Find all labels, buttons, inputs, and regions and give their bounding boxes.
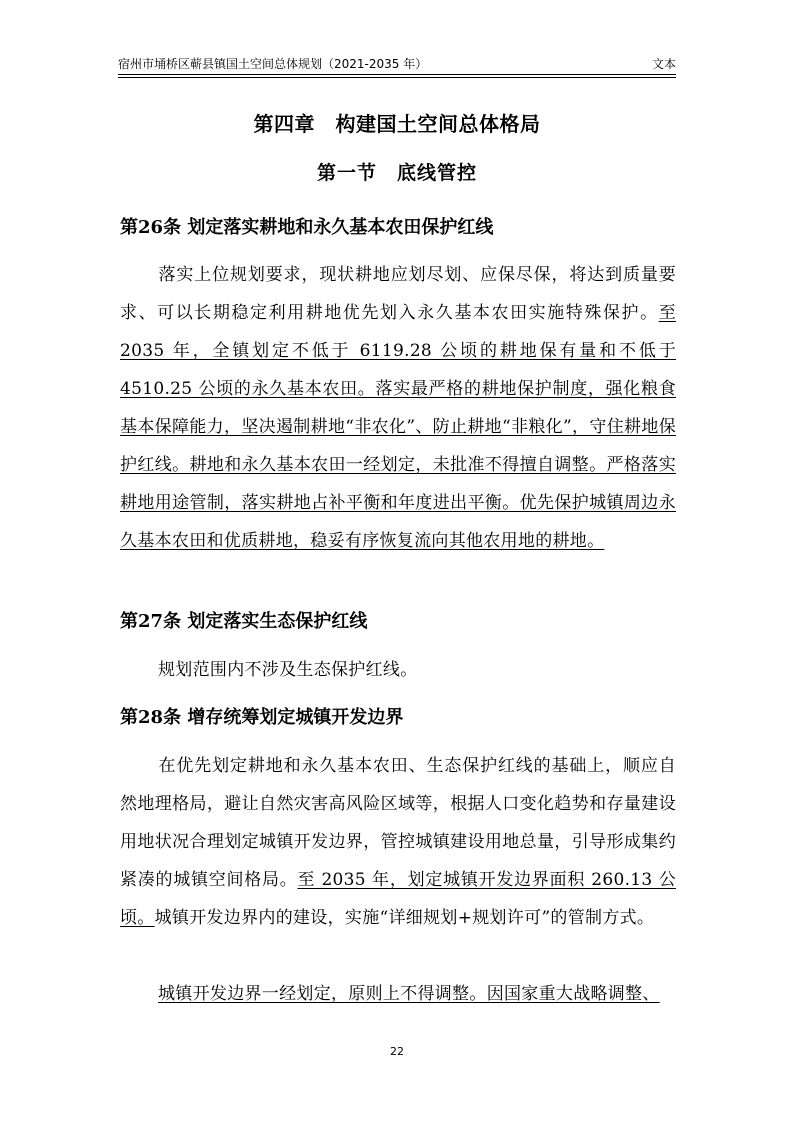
article-28-text: 在优先划定耕地和永久基本农田、生态保护红线的基础上，顺应自然地理格局，避让自然灾害高风险区域等，根据人口变化趋势和存量建设用地状况合理划定城镇开发边界，管控城镇建设用地总量，引导形成集约紧凑的城镇空间格局。 (120, 756, 676, 890)
article-28-paragraph-1 (120, 747, 676, 937)
article-27-text: 规划范围内不涉及生态保护红线。 (158, 660, 418, 680)
article-28-paragraph-2-underlined: 城镇开发边界一经划定，原则上不得调整。因国家重大战略调整、 (158, 984, 660, 1004)
article-26-heading: 第26条 划定落实耕地和永久基本农田保护红线 (120, 217, 494, 238)
article-28-text-tail: 城镇开发边界内的建设，实施“详细规划+规划许可”的管制方式。 (154, 908, 655, 928)
header-label: 文本 (651, 57, 676, 71)
page-number: 22 (390, 1045, 404, 1058)
article-28-heading: 第28条 增存统筹划定城镇开发边界 (120, 707, 404, 728)
header-rule (118, 77, 676, 78)
article-26-paragraph (120, 256, 676, 560)
header-title: 宿州市埇桥区蕲县镇国土空间总体规划（2021-2035 年） (118, 57, 428, 71)
article-26-text: 落实上位规划要求，现状耕地应划尽划、应保尽保，将达到质量要求、可以长期稳定利用耕地优先划入永久基本农田实施特殊保护。 (120, 265, 676, 323)
article-28-underlined-text: 至 2035 年，划定城镇开发边界面积 260.13 公顷。 (120, 870, 676, 928)
article-27-heading: 第27条 划定落实生态保护红线 (120, 611, 368, 632)
article-28-paragraph-2 (120, 975, 676, 1013)
article-26-underlined-text: 至 2035 年，全镇划定不低于 6119.28 公顷的耕地保有量和不低于 4510.25 公顷的永久基本农田。落实最严格的耕地保护制度，强化粮食基本保障能力，坚决遏制耕地“非农化”、防止耕地“非粮化”，守住耕地保护红线。耕地和永久基本农田一经划定，未批准不得擅自调整。严格落实耕地用途管制，落实耕地占补平衡和年度进出平衡。优先保护城镇周边永久基本农田和优质耕地，稳妥有序恢复流向其他农用地的耕地。 (120, 303, 676, 551)
chapter-title: 第四章 构建国土空间总体格局 (253, 112, 541, 136)
article-27-paragraph (120, 651, 676, 689)
section-title: 第一节 底线管控 (316, 162, 477, 184)
running-header (118, 50, 676, 75)
